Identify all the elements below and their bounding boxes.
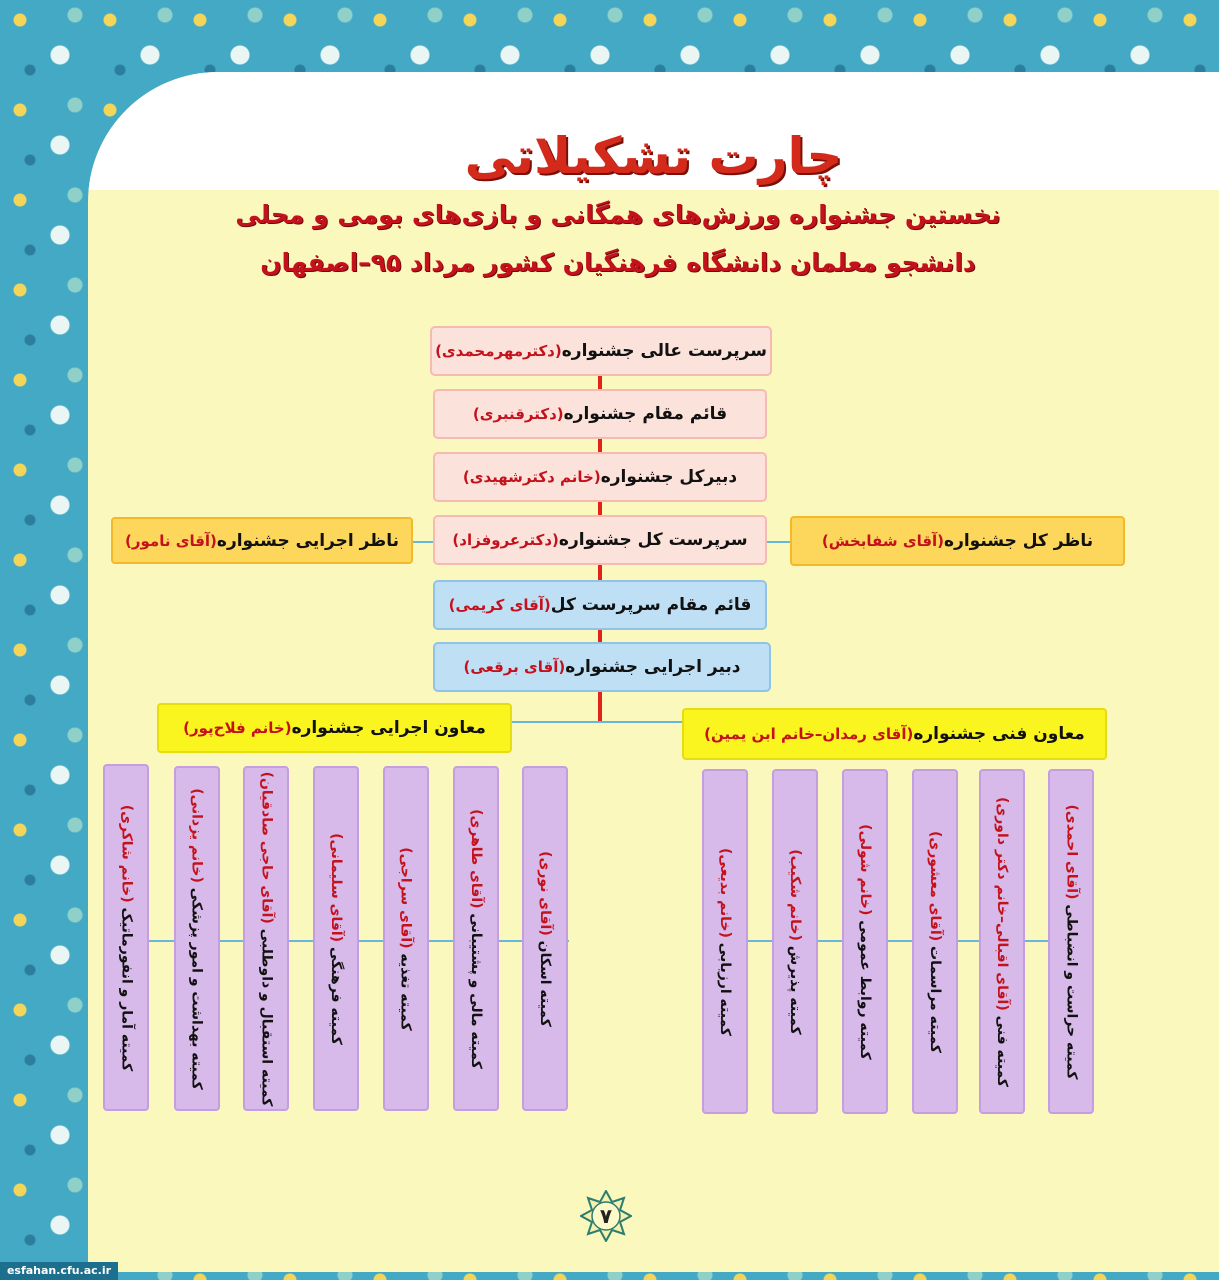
chain-role: قائم مقام جشنواره [563, 404, 728, 424]
page-number: ۷ [599, 1204, 613, 1228]
committee-label: کمیته تغذیه [398, 952, 414, 1031]
deputy-role: معاون فنی جشنواره [913, 724, 1085, 744]
side-person: (آقای شفابخش) [821, 532, 945, 550]
chain-person: (خانم دکترشهیدی) [462, 468, 601, 486]
deputy-person: (آقای رمدان–خانم ابن یمین) [704, 725, 914, 743]
committee-security [1048, 769, 1094, 1114]
subtitle-line-2: دانشجو معلمان دانشگاه فرهنگیان کشور مرداد ۹۵–اصفهان [260, 248, 976, 277]
chain-role: دبیرکل جشنواره [600, 467, 738, 487]
committee-public-relations [842, 769, 888, 1114]
side-role: ناظر کل جشنواره [944, 531, 1094, 551]
committee-person: (آقای معشوری) [927, 830, 944, 941]
committee-finance [453, 766, 499, 1111]
committee-person: (آقای اقبالی–خانم دکتر داوری) [994, 796, 1010, 1011]
subtitle-line-1: نخستین جشنواره ورزش‌های همگانی و بازی‌های بومی و محلی [235, 200, 1001, 229]
chain-person: (دکترقنبری) [472, 405, 564, 423]
chain-role: دبیر اجرایی جشنواره [565, 657, 741, 677]
committee-person: (آقای سلیمانی) [328, 832, 344, 942]
chain-role: سرپرست عالی جشنواره [561, 341, 767, 361]
committee-person: (آقای حاجی صادقیان) [258, 771, 275, 924]
executive-inspector-box [111, 517, 413, 564]
chain-box-supervisor-deputy [433, 580, 767, 630]
side-person: (آقای نامور) [125, 531, 217, 550]
committee-cultural [313, 766, 359, 1111]
committee-person: (خانم شولی) [857, 823, 873, 915]
deputy-role: معاون اجرایی جشنواره [291, 718, 486, 738]
committee-label: کمیته حراست و انضباطی [1063, 903, 1079, 1079]
committee-person: (خانم یزدانی) [189, 787, 205, 883]
committee-evaluation [702, 769, 748, 1114]
committee-ceremonies [912, 769, 958, 1114]
committee-label: کمیته فنی [994, 1015, 1010, 1087]
tech-committee-connector [702, 940, 1094, 942]
committee-label: کمیته اسکان [537, 940, 553, 1027]
chain-person: (دکترعروفزاد) [452, 531, 559, 549]
deputy-horizontal-connector [512, 721, 682, 723]
committee-reception [243, 766, 289, 1111]
committee-person: (آقای سراجی) [398, 846, 414, 949]
committee-technical [979, 769, 1025, 1114]
committee-label: کمیته مالی و پشتیبانی [468, 912, 484, 1069]
committee-nutrition [383, 766, 429, 1111]
chain-box-general-supervisor [433, 515, 767, 565]
page-number-ornament [580, 1190, 632, 1242]
chain-box-executive-secretary [433, 642, 771, 692]
committee-label: کمیته آمار و انفورماتیک [118, 907, 135, 1071]
committee-person: (خانم بدیعی) [717, 847, 734, 938]
committee-person: (آقای طاهری) [468, 808, 484, 909]
chain-box-secretary-general [433, 452, 767, 502]
chain-person: (آقای برقعی) [463, 658, 566, 676]
committee-label: کمیته روابط عمومی [857, 919, 873, 1060]
side-role: ناظر اجرایی جشنواره [216, 530, 399, 551]
committee-person: (خانم شاکری) [118, 804, 135, 903]
executive-deputy-box [157, 703, 512, 753]
committee-statistics [103, 764, 149, 1111]
chain-box-deputy [433, 389, 767, 439]
committee-person: (آقای احمدی) [1063, 804, 1079, 899]
committee-label: کمیته مراسمات [927, 945, 944, 1053]
chain-role: قائم مقام سرپرست کل [550, 595, 752, 615]
committee-label: کمیته پذیرش [787, 945, 803, 1035]
chain-role: سرپرست کل جشنواره [558, 530, 748, 550]
deputy-person: (خانم فلاح‌پور) [183, 719, 292, 737]
committee-label: کمیته استقبال و داوطلبی [258, 928, 275, 1106]
ornament-star-icon [580, 1190, 632, 1242]
committee-person: (آقای نوری) [537, 850, 553, 936]
committee-label: کمیته بهداشت و امور پزشکی [189, 887, 205, 1090]
technical-deputy-box [682, 708, 1107, 760]
committee-label: کمیته ارزیابی [717, 942, 734, 1036]
committee-admission [772, 769, 818, 1114]
source-watermark[interactable]: esfahan.cfu.ac.ir [0, 1262, 118, 1280]
committee-health [174, 766, 220, 1111]
committee-accommodation [522, 766, 568, 1111]
page-title: چارت تشکیلاتی [464, 127, 843, 185]
committee-label: کمیته فرهنگی [328, 946, 344, 1045]
general-inspector-box [790, 516, 1125, 566]
chain-person: (آقای کریمی) [448, 596, 551, 614]
committee-person: (خانم شکیب) [787, 848, 803, 941]
chain-box-patron [430, 326, 772, 376]
chain-person: (دکترمهرمحمدی) [435, 342, 562, 360]
